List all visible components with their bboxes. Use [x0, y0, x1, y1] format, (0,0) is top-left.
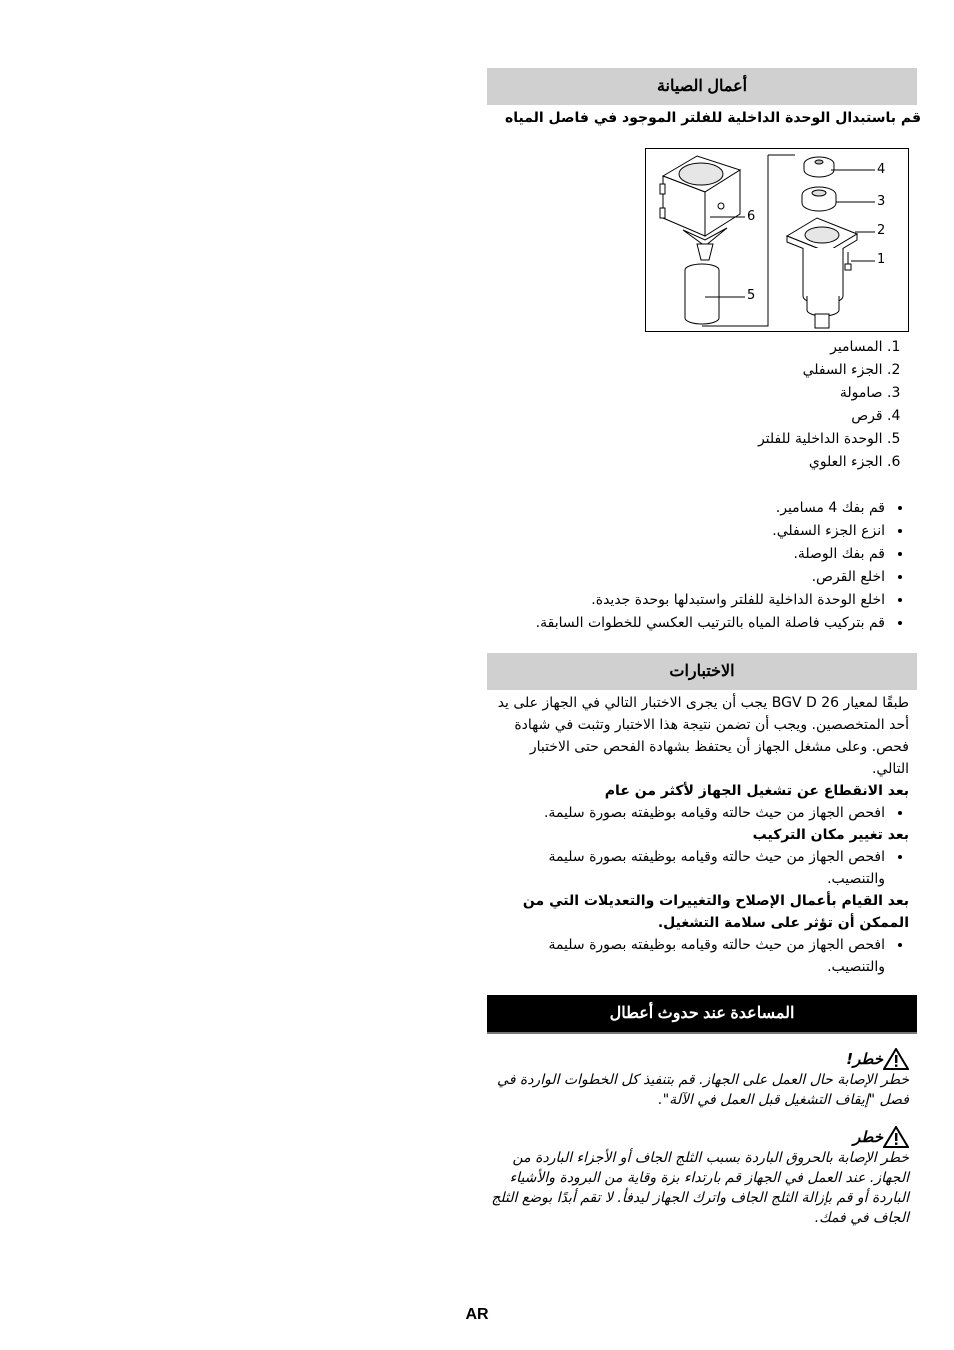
tests-content	[487, 692, 917, 978]
list-number: 3.	[887, 385, 901, 401]
page-language-code: AR	[465, 1306, 489, 1323]
part-label: المسامير	[830, 339, 883, 355]
case3-title: بعد القيام بأعمال الإصلاح والتغييرات والتعديلات التي من الممكن أن تؤثر على سلامة التشغيل.	[522, 893, 909, 931]
list-item: • افحص الجهاز من حيث حالته وقيامه بوظيفته بصورة سليمة والتنصيب.	[487, 934, 887, 978]
section-header-troubleshooting: المساعدة عند حدوث أعطال	[487, 995, 917, 1034]
part-label: الجزء السفلي	[802, 362, 883, 378]
maintenance-subtitle: قم باستبدال الوحدة الداخلية للفلتر الموجود في فاصل المياه	[504, 110, 921, 126]
list-number: 6.	[887, 454, 901, 470]
list-item: • انزع الجزء السفلي.	[487, 520, 887, 543]
case1-title: بعد الانقطاع عن تشغيل الجهاز لأكثر من عام	[604, 783, 909, 799]
list-item	[487, 336, 909, 359]
part-label: الوحدة الداخلية للفلتر	[757, 431, 883, 447]
warning-2-label: خطر	[853, 1128, 883, 1146]
section-header-maintenance: أعمال الصيانة	[487, 68, 917, 105]
figure-label-1: 1	[877, 252, 886, 267]
list-item: • قم بفك الوصلة.	[487, 543, 887, 566]
filter-figure	[645, 148, 909, 332]
warning-1-label: خطر!	[846, 1050, 883, 1068]
warning-icon	[883, 1126, 909, 1148]
list-item	[487, 428, 909, 451]
filter-assembly-illustration	[645, 148, 909, 332]
list-number: 2.	[887, 362, 901, 378]
list-item	[487, 451, 909, 474]
part-label: صامولة	[839, 385, 883, 401]
list-item	[487, 405, 909, 428]
case2-title: بعد تغيير مكان التركيب	[752, 827, 909, 843]
warning-1-text: خطر الإصابة حال العمل على الجهاز. قم بتنفيذ كل الخطوات الواردة في فصل "إيقاف التشغيل قبل العمل في الآلة".	[497, 1072, 909, 1108]
figure-label-6: 6	[747, 209, 756, 224]
list-item: • افحص الجهاز من حيث حالته وقيامه بوظيفته بصورة سليمة.	[487, 802, 887, 824]
list-item: • قم بفك 4 مسامير.	[487, 497, 887, 520]
list-item: • اخلع القرص.	[487, 566, 887, 589]
list-item	[487, 359, 909, 382]
warning-icon	[883, 1048, 909, 1070]
figure-label-3: 3	[877, 194, 886, 209]
steps-list	[487, 497, 917, 635]
list-item: • قم بتركيب فاصلة المياه بالترتيب العكسي للخطوات السابقة.	[487, 612, 887, 635]
part-label: قرص	[851, 408, 883, 424]
figure-label-5: 5	[747, 288, 756, 303]
list-item: • اخلع الوحدة الداخلية للفلتر واستبدلها بوحدة جديدة.	[487, 589, 887, 612]
list-item	[487, 382, 909, 405]
part-label: الجزء العلوي	[808, 454, 883, 470]
warning-2-title	[487, 1126, 917, 1148]
figure-label-4: 4	[877, 162, 886, 177]
parts-list	[487, 336, 917, 474]
list-number: 4.	[887, 408, 901, 424]
figure-label-2: 2	[877, 223, 886, 238]
warnings	[487, 1048, 917, 1228]
list-item: • افحص الجهاز من حيث حالته وقيامه بوظيفته بصورة سليمة والتنصيب.	[487, 846, 887, 890]
warning-1-title	[487, 1048, 917, 1070]
warning-2-text: خطر الإصابة بالحروق الباردة بسبب الثلج الجاف أو الأجزاء الباردة من الجهاز. عند العمل في الجهاز قم بارتداء بزة وقاية من البرودة والأشياء الباردة أو قم بإزالة الثلج الجاف واترك الجهاز ليدفأ. لا تقم أبدًا بوضع الثلج الجاف في فمك.	[491, 1150, 909, 1226]
tests-intro: طبقًا لمعيار BGV D 26 يجب أن يجرى الاختبار التالي في الجهاز على يد أحد المتخصصين. ويجب أن تضمن نتيجة هذا الاختبار وتثبت في شهادة فحص. وعلى مشغل الجهاز أن يحتفظ بشهادة الفحص حتى الاختبار التالي.	[497, 695, 909, 777]
list-number: 1.	[887, 339, 901, 355]
list-number: 5.	[887, 431, 901, 447]
section-header-tests: الاختبارات	[487, 653, 917, 690]
